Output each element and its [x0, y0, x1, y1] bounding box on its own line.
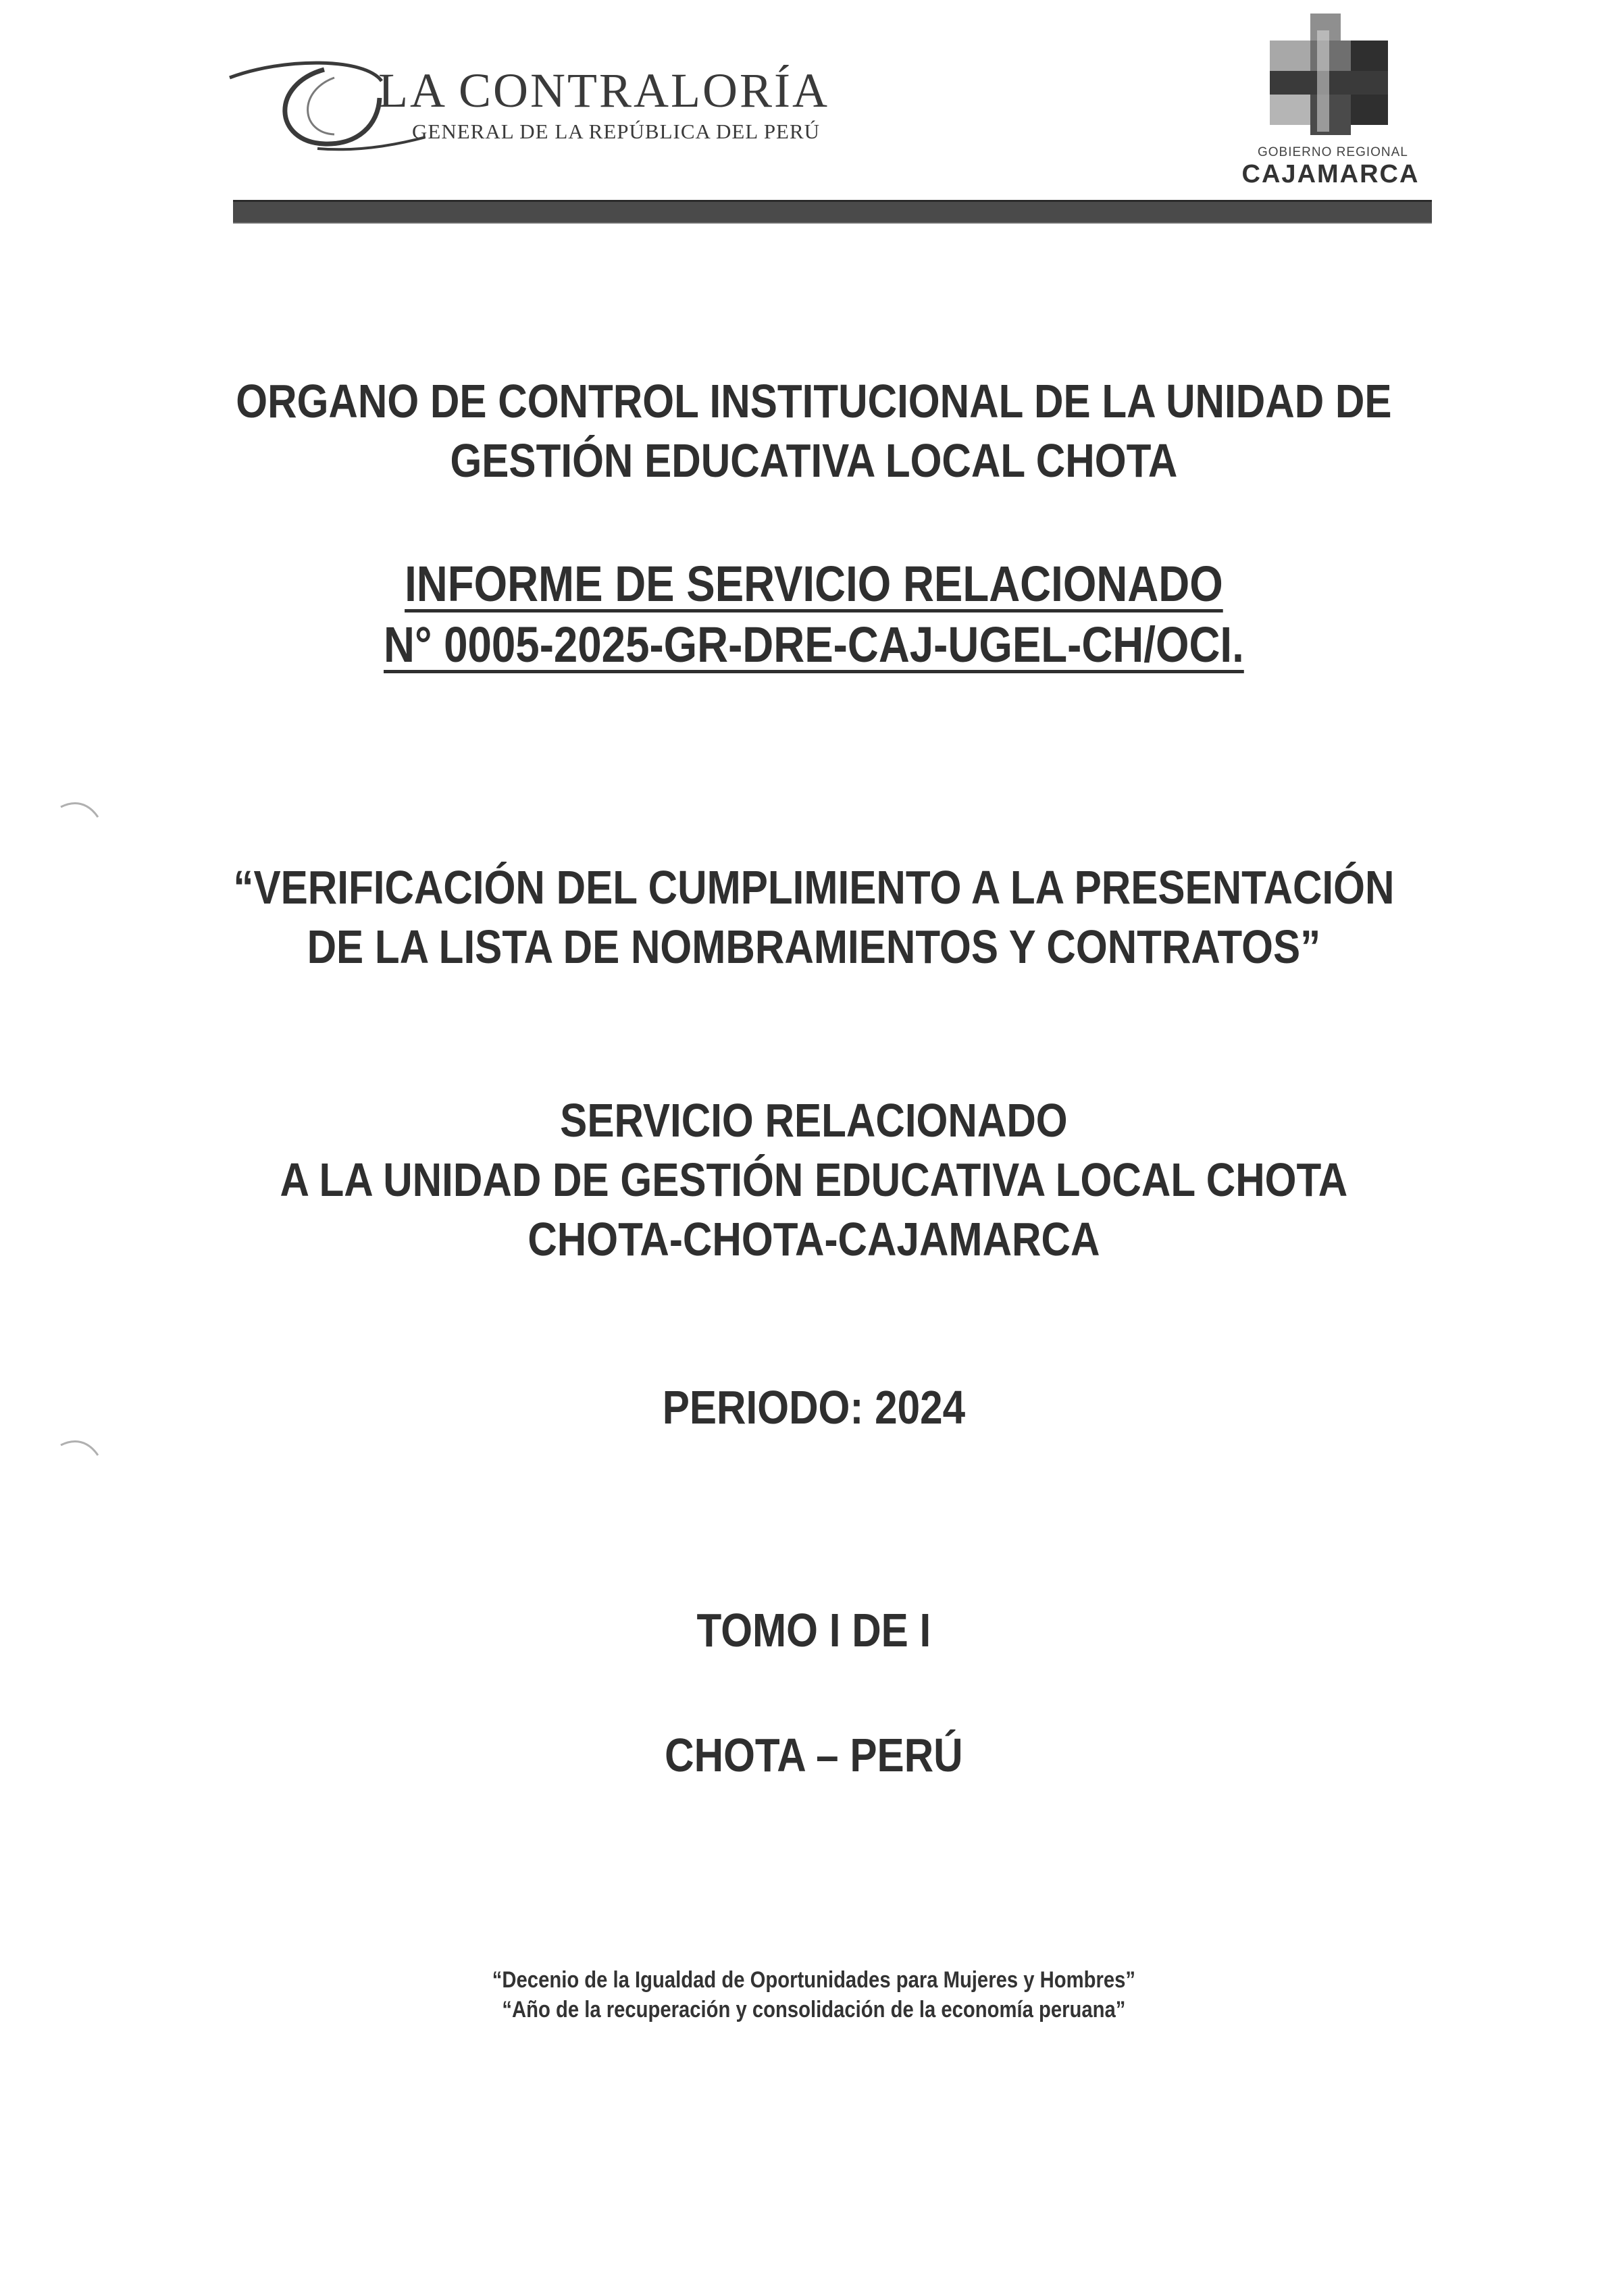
footer-mottos	[117, 1965, 1511, 2025]
service-line: SERVICIO RELACIONADO	[560, 1094, 1068, 1147]
punch-hole-mark-icon	[57, 1435, 105, 1476]
service-description	[117, 1091, 1511, 1269]
service-line: A LA UNIDAD DE GESTIÓN EDUCATIVA LOCAL CHOTA	[280, 1153, 1348, 1206]
gobierno-regional-label: GOBIERNO REGIONAL	[1258, 145, 1408, 159]
report-line: INFORME DE SERVICIO RELACIONADO	[405, 556, 1223, 612]
report-title	[117, 554, 1511, 675]
report-number: N° 0005-2025-GR-DRE-CAJ-UGEL-CH/OCI.	[384, 617, 1244, 673]
contraloria-name: LA CONTRALORÍA	[378, 63, 829, 118]
header-divider-bar	[233, 200, 1432, 224]
subject-line: DE LA LISTA DE NOMBRAMIENTOS Y CONTRATOS”	[307, 920, 1321, 973]
gobierno-regional-logo	[1216, 10, 1439, 186]
organization-line: GESTIÓN EDUCATIVA LOCAL CHOTA	[450, 434, 1178, 487]
place-label: CHOTA – PERÚ	[665, 1729, 963, 1781]
volume-label: TOMO I DE I	[696, 1604, 931, 1656]
footer-motto: “Decenio de la Igualdad de Oportunidades para Mujeres y Hombres”	[492, 1967, 1135, 1993]
contraloria-subtitle: GENERAL DE LA REPÚBLICA DEL PERÚ	[412, 120, 821, 143]
punch-hole-mark-icon	[57, 797, 105, 837]
report-subject	[117, 858, 1511, 976]
organization-line: ORGANO DE CONTROL INSTITUCIONAL DE LA UNIDAD DE	[236, 375, 1392, 427]
period-label: PERIODO: 2024	[662, 1381, 966, 1434]
footer-motto: “Año de la recuperación y consolidación de la economía peruana”	[502, 1997, 1126, 2023]
contraloria-logo	[223, 57, 858, 159]
organization-title	[117, 371, 1511, 490]
subject-line: “VERIFICACIÓN DEL CUMPLIMIENTO A LA PRESENTACIÓN	[233, 861, 1395, 914]
service-line: CHOTA-CHOTA-CAJAMARCA	[528, 1213, 1100, 1266]
cajamarca-label: CAJAMARCA	[1241, 160, 1420, 188]
cajamarca-cross-icon	[1216, 10, 1439, 145]
